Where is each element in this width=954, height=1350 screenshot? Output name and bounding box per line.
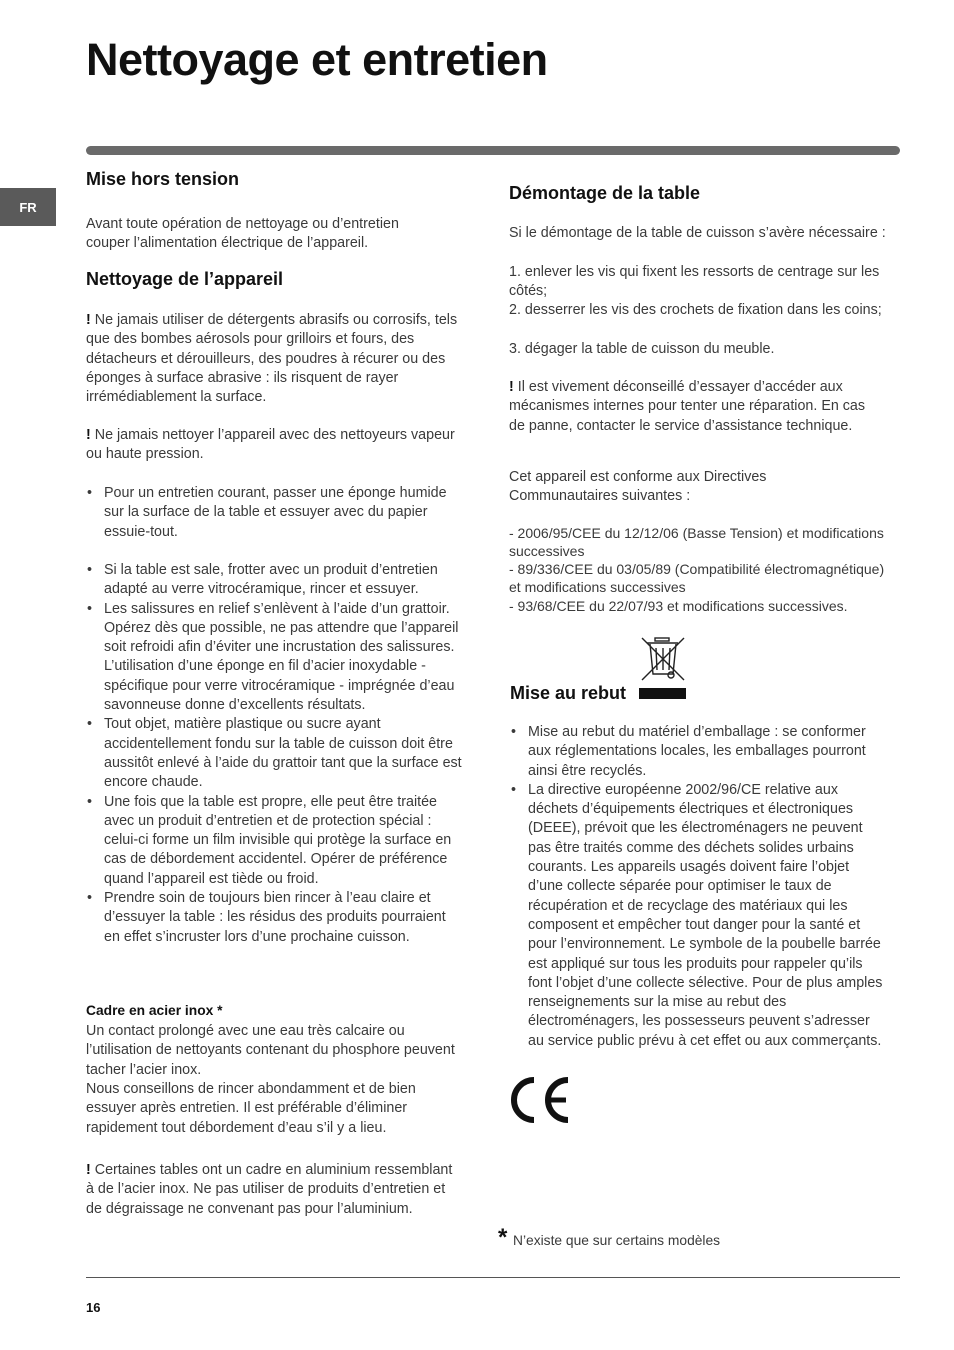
list-item: • Les salissures en relief s’enlèvent à l’aide d’un grattoir. Opérez dès que possible, ne pas attendre que l’appareil soit refroidi afin d’éviter une incrustation des salissures. L’utilisation d’une éponge en fil d’acier inoxydable - spécifique pour verre vitrocéramique - imprégnée d’eau savonneuse donne d’excellents résultats.: [86, 600, 464, 716]
warning-icon: !: [86, 1162, 91, 1178]
warning-reparation-text: Il est vivement déconseillé d’essayer d’accéder aux mécanismes internes pour tenter une réparation. En cas de panne, contacter le service d’assistance technique.: [509, 379, 866, 434]
cleaning-bullet-list: [86, 561, 464, 947]
footnote-asterisk: *: [498, 1224, 508, 1251]
list-item: • Mise au rebut du matériel d’emballage : se conformer aux réglementations locales, les emballages pourront ainsi être recyclés.: [510, 723, 888, 781]
footer-divider: [86, 1277, 900, 1278]
demontage-step-2: 2. desserrer les vis des crochets de fixation dans les coins;: [509, 302, 882, 318]
directive-1: - 2006/95/CEE du 12/12/06 (Basse Tension) et modifications successives: [509, 525, 884, 560]
directive-3: - 93/68/CEE du 22/07/93 et modifications successives.: [509, 598, 848, 614]
warning-reparation: [509, 378, 875, 436]
cleaning-bullet-first: [86, 484, 464, 542]
warning-abrasifs-text: Ne jamais utiliser de détergents abrasifs ou corrosifs, tels que des bombes aérosols pour grilloirs et fours, des détacheurs et dérouilleurs, des poudres à récurer ou des éponges à surface abrasive : ils risquent de rayer irrémédiablement la surface.: [86, 312, 458, 406]
section-title-nettoyage: Nettoyage de l’appareil: [86, 269, 284, 289]
header-divider: [86, 146, 900, 155]
page-number: 16: [86, 1300, 101, 1315]
list-item: • Tout objet, matière plastique ou sucre ayant accidentellement fondu sur la table de cuisson doit être aussitôt enlevé à l’aide du grattoir tant que la surface est encore chaude.: [86, 715, 464, 792]
cadre-inox-text-2: Nous conseillons de rincer abondamment et de bien essuyer après entretien. Il est préférable d’éliminer rapidement tout débordement d’eau s’il y a lieu.: [86, 1081, 416, 1136]
ce-mark-icon: [508, 1076, 574, 1124]
warning-icon: !: [86, 312, 91, 328]
warning-icon: !: [86, 427, 91, 443]
section-title-cadre-inox: Cadre en acier inox *: [86, 1003, 223, 1018]
list-item: • Pour un entretien courant, passer une éponge humide sur la surface de la table et essuyer avec du papier essuie-tout.: [86, 484, 464, 542]
warning-vapeur-text: Ne jamais nettoyer l’appareil avec des nettoyeurs vapeur ou haute pression.: [86, 427, 455, 463]
warning-vapeur: [86, 426, 456, 465]
section-title-mise-au-rebut: Mise au rebut: [510, 683, 627, 703]
crossed-out-bin-icon: [638, 634, 688, 704]
list-item: • Une fois que la table est propre, elle peut être traitée avec un produit d’entretien et de protection spécial : celui-ci forme un film invisible qui protège la surface en cas de débordement accidentel. Opérer de préférence quand l’appareil est tiède ou froid.: [86, 793, 464, 889]
mise-au-rebut-list: [510, 723, 888, 1051]
list-item: • Prendre soin de toujours bien rincer à l’eau claire et d’essuyer la table : les résidus des produits pourraient en effet s’incruster lors d’une prochaine cuisson.: [86, 889, 464, 947]
section-title-demontage: Démontage de la table: [509, 183, 701, 203]
page-title: Nettoyage et entretien: [86, 34, 548, 85]
demontage-step-3: 3. dégager la table de cuisson du meuble.: [509, 341, 775, 357]
mise-hors-tension-text: Avant toute opération de nettoyage ou d’entretien couper l’alimentation électrique de l’appareil.: [86, 216, 399, 252]
language-tab: FR: [0, 188, 56, 226]
section-title-mise-hors-tension: Mise hors tension: [86, 169, 240, 189]
warning-abrasifs: [86, 311, 464, 407]
list-item: • Si la table est sale, frotter avec un produit d’entretien adapté au verre vitrocéramique, rincer et essuyer.: [86, 561, 464, 600]
warning-aluminium-text: Certaines tables ont un cadre en aluminium ressemblant à de l’acier inox. Ne pas utiliser de produits d’entretien et de dégraissage ne convenant pas pour l’aluminium.: [86, 1162, 453, 1217]
cadre-inox-text-1: Un contact prolongé avec une eau très calcaire ou l’utilisation de nettoyants contenant du phosphore peuvent tacher l’acier inox.: [86, 1023, 455, 1078]
list-item: • La directive européenne 2002/96/CE relative aux déchets d’équipements électriques et électroniques (DEEE), prévoit que les électroménagers ne peuvent pas être traités comme des déchets solides urbains courants. Les appareils usagés doivent faire l’objet d’une collecte séparée pour optimiser le taux de récupération et de recyclage des matériaux qui les composent et empêcher tout danger pour la santé et pour l’environnement. Le symbole de la poubelle barrée est appliqué sur tous les produits pour rappeler qu’ils font l’objet d’une collecte sélective. Pour de plus amples renseignements sur la mise au rebut des électroménagers, les possesseurs peuvent s’adresser au service public prévu à cet effet ou aux commerçants.: [510, 781, 888, 1051]
footnote-text: N’existe que sur certains modèles: [513, 1233, 721, 1248]
warning-icon: !: [509, 379, 514, 395]
directive-2: - 89/336/CEE du 03/05/89 (Compatibilité électromagnétique) et modifications successives: [509, 561, 885, 596]
conformite-intro: Cet appareil est conforme aux Directives Communautaires suivantes :: [509, 469, 767, 505]
warning-aluminium: [86, 1161, 458, 1219]
demontage-intro: Si le démontage de la table de cuisson s’avère nécessaire :: [509, 225, 886, 241]
demontage-step-1: 1. enlever les vis qui fixent les ressorts de centrage sur les côtés;: [509, 264, 880, 300]
